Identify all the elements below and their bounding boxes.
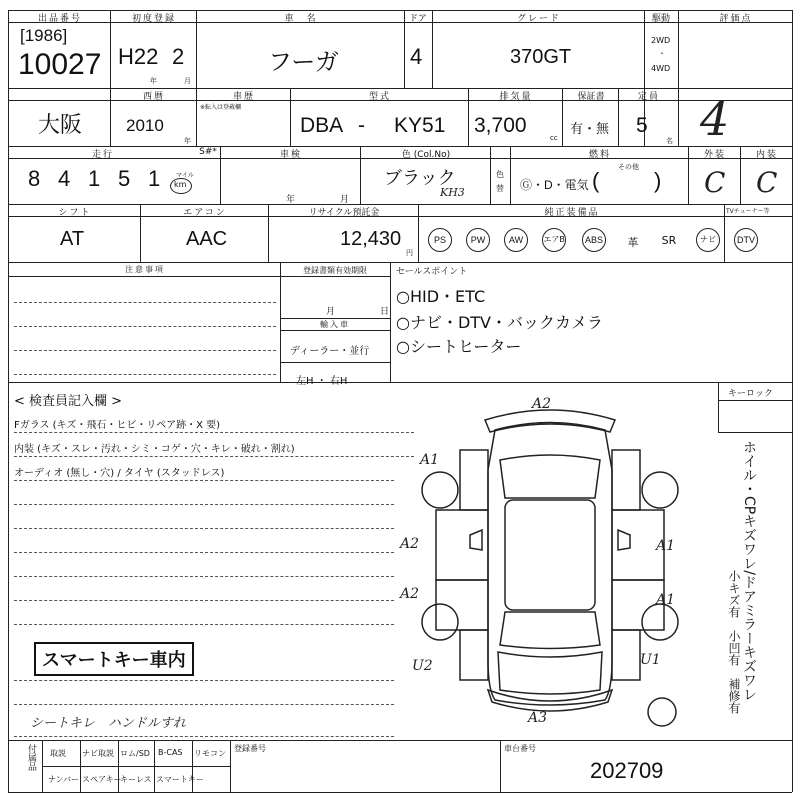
registration-label: 登録書類有効期限 [303, 266, 367, 275]
damage-mark: A1 [656, 592, 676, 608]
acc-item: スペアキー [82, 775, 122, 784]
caution-h [8, 276, 280, 277]
equip-pw: PW [466, 228, 490, 252]
shift: AT [60, 228, 85, 250]
fuel-other: その他 [618, 163, 639, 171]
acc-item: B-CAS [158, 748, 183, 757]
footer-v2 [230, 740, 231, 792]
year: 2010 [126, 116, 164, 135]
import-label: 輸入車 [320, 320, 350, 329]
caution-line [14, 302, 276, 303]
r4v4 [724, 204, 725, 262]
cc-unit: cc [550, 134, 558, 142]
ac-label: エアコン [183, 208, 227, 218]
wheel-front-left [422, 472, 458, 508]
registration-no-label: 登録番号 [234, 744, 266, 753]
insp-line [14, 576, 394, 577]
mileage-digit: 1 [148, 166, 161, 191]
audio-line: オーディオ (無し・穴) / タイヤ (スタッドレス) [14, 468, 225, 479]
warranty-label: 保証書 [577, 92, 605, 102]
handwritten-note: シートキレ ハンドルすれ [30, 716, 186, 731]
acc-item: ナビ取説 [82, 749, 114, 758]
v2 [196, 10, 197, 88]
r3v2 [360, 146, 361, 204]
fuel-options: Ⓖ・D・電気 [520, 178, 589, 192]
damage-mark: U1 [640, 652, 661, 668]
ac: AAC [186, 228, 228, 250]
equip-aw: AW [504, 228, 528, 252]
insp-line [14, 600, 394, 601]
exterior-grade: C [704, 166, 726, 199]
border-right [792, 10, 793, 792]
odo-label: S#* [199, 147, 217, 157]
damage-mark: U2 [412, 658, 433, 674]
model-prefix: DBA [300, 114, 344, 137]
warranty: 有・無 [570, 121, 610, 136]
equip-leather: 革 [627, 236, 639, 249]
equip-sr: SR [661, 234, 677, 247]
fuel-paren-close: ) [654, 168, 662, 193]
r3v4 [510, 146, 511, 204]
insp-line [14, 704, 394, 705]
grade-label: グレード [516, 14, 561, 24]
caution-label: 注意事項 [125, 265, 165, 274]
v6 [678, 10, 679, 146]
reg-month-unit: 月 [326, 307, 336, 317]
v1 [110, 10, 111, 146]
drive-dot: ・ [658, 49, 666, 58]
inspection-title: < 検査員記入欄 > [14, 394, 123, 409]
right-front-fender [612, 450, 640, 510]
grade: 370GT [510, 46, 572, 68]
r2v4 [562, 88, 563, 146]
color: ブラック [384, 168, 456, 188]
eval-score: 4 [700, 92, 730, 146]
doors: 4 [410, 44, 423, 69]
km-label: km [174, 180, 187, 189]
r4v1 [140, 204, 141, 262]
damage-mark: A1 [420, 452, 440, 468]
reg-day-unit: 日 [380, 307, 390, 317]
notes-h1 [280, 276, 390, 277]
r3v3 [490, 146, 491, 204]
keylock-h1 [718, 400, 792, 401]
insp-line [14, 528, 394, 529]
mileage-digit: 1 [88, 166, 101, 191]
sales-label: セールスポイント [396, 267, 468, 277]
lot-number: 10027 [18, 48, 102, 81]
inspection-month-unit: 月 [340, 195, 350, 205]
mileage-digit: 5 [118, 166, 131, 191]
caution-line [14, 374, 276, 375]
left-mirror [470, 530, 482, 550]
chassis-label: 車台番号 [504, 744, 536, 753]
chassis-no: 202709 [590, 758, 664, 783]
tuner-label: TVチューナー等 [726, 208, 770, 215]
rear-window [500, 612, 600, 649]
caution-line [14, 326, 276, 327]
inspection-label: 車検 [279, 150, 302, 160]
sales-point: ○HID・ETC [396, 287, 486, 306]
sales-point: ○シートヒーター [396, 337, 522, 356]
equip-dtv: DTV [734, 228, 758, 252]
mileage-label: 走行 [91, 150, 114, 160]
insp-line [14, 624, 394, 625]
acc-item: キーレス [120, 775, 152, 784]
insp-line [14, 432, 414, 433]
model-label: 型式 [368, 92, 391, 102]
side-note-2-text: 小キズ有 小凹有 補修有 [727, 570, 741, 714]
history-note: ※転入は登載欄 [200, 104, 242, 111]
mile-label: マイル [176, 172, 194, 179]
trunk [498, 652, 602, 694]
acc-item: スマートキー [156, 775, 204, 784]
insp-line [14, 456, 414, 457]
windshield [500, 455, 600, 498]
fuel-label: 燃料 [588, 150, 611, 160]
side-note [740, 440, 758, 701]
notes-v2 [390, 262, 391, 382]
year-unit: 年 [184, 137, 191, 145]
first-reg-era: H22 [118, 44, 159, 69]
car-name-label: 車 名 [284, 14, 318, 24]
keylock-h2 [718, 432, 792, 433]
door-label: ドア [409, 14, 427, 24]
recycle: 12,430 [340, 228, 402, 250]
displacement: 3,700 [474, 114, 527, 137]
r3v5 [688, 146, 689, 204]
mileage-digit: 4 [58, 166, 71, 191]
first-reg-label: 初度登録 [131, 14, 176, 24]
exterior-label: 外装 [703, 150, 726, 160]
v4 [432, 10, 433, 88]
recycle-label: リサイクル預託金 [308, 208, 380, 218]
insp-line [14, 736, 394, 737]
r2v2 [290, 88, 291, 146]
footer-h [42, 766, 230, 767]
capacity: 5 [636, 114, 648, 137]
displacement-label: 排気量 [499, 92, 533, 102]
accessories-label [12, 744, 38, 790]
acc-item: リモコン [194, 749, 226, 758]
wheel-front-right [642, 472, 678, 508]
interior-grade: C [756, 166, 778, 199]
roof [505, 500, 595, 610]
inspection-year-unit: 年 [286, 195, 296, 205]
lot-label: 出品番号 [37, 14, 82, 24]
rear-bumper [488, 690, 612, 711]
border-bottom [8, 792, 792, 793]
keylock-v [718, 382, 719, 432]
footer-top [8, 740, 792, 741]
fv-c [154, 740, 155, 792]
color-code: KH3 [440, 186, 465, 199]
interior-line: 内装 (キズ・スレ・汚れ・シミ・コゲ・穴・キレ・破れ・割れ) [14, 444, 295, 455]
equipment-label: 純正装備品 [544, 208, 600, 218]
smart-key-stamp [34, 642, 194, 676]
acc-item: ナンバー [48, 775, 80, 784]
left-rear-fender [460, 630, 488, 680]
repaint-label: 色替 [496, 170, 504, 193]
drive-4wd: 4WD [651, 64, 671, 73]
glass-line: Fガラス (キズ・飛石・ヒビ・リペア跡・X 要) [14, 420, 221, 431]
acc-item: 取説 [50, 749, 66, 758]
insp-line [14, 480, 394, 481]
border-left [8, 10, 9, 792]
equip-navi: ナビ [696, 228, 720, 252]
r4v2 [268, 204, 269, 262]
insp-line [14, 504, 394, 505]
front-bumper [485, 410, 615, 432]
interior-label: 内装 [755, 150, 778, 160]
capacity-unit: 名 [666, 137, 673, 145]
equip-abs: ABS [582, 228, 606, 252]
drive-label: 駆動 [651, 14, 670, 24]
damage-mark: A1 [656, 538, 676, 554]
color-label: 色 (Col.No) [401, 150, 451, 160]
damage-mark: A2 [400, 586, 420, 602]
damage-mark: A2 [532, 396, 552, 412]
left-front-fender [460, 450, 488, 510]
equip-ps: PS [428, 228, 452, 252]
first-reg-month-unit: 月 [184, 77, 191, 85]
car-diagram [400, 390, 700, 735]
region: 大阪 [38, 112, 83, 137]
damage-mark: A3 [528, 710, 548, 726]
smart-key-stamp-text: スマートキー車内 [42, 650, 186, 671]
insp-line [14, 680, 394, 681]
sales-point: ○ナビ・DTV・バックカメラ [396, 313, 604, 332]
first-reg-month: 2 [172, 44, 185, 69]
caution-line [14, 350, 276, 351]
acc-item: ロム/SD [120, 749, 150, 758]
dealer-option: ディーラー・並行 [290, 346, 370, 357]
damage-mark: A2 [400, 536, 420, 552]
r2v5 [618, 88, 619, 146]
car-body [488, 423, 612, 706]
fuel-paren-open: ( [592, 168, 600, 193]
model-dash: - [358, 114, 365, 137]
right-mirror [618, 530, 630, 550]
r3v1 [220, 146, 221, 204]
side-note-2 [726, 570, 742, 730]
handle-option: 左H ・ 右H [296, 376, 348, 387]
insp-line [14, 552, 394, 553]
spare-tire [648, 698, 676, 726]
shift-label: シフト [58, 208, 92, 218]
notes-h3 [280, 330, 390, 331]
wheel-rear-left [422, 604, 458, 640]
r3v6 [740, 146, 741, 204]
side-note-text: ホイル・CPキズワレ/ドアミラーキズワレ [741, 440, 757, 701]
drive-2wd: 2WD [651, 36, 671, 45]
capacity-label: 定員 [637, 92, 660, 102]
r2v3 [468, 88, 469, 146]
accessories-label-text: 付属品 [26, 744, 36, 771]
mileage-digits [28, 166, 170, 192]
notes-h4 [280, 362, 390, 363]
footer-v3 [500, 740, 501, 792]
keylock-label: キーロック [728, 389, 773, 399]
notes-bottom [8, 382, 792, 383]
fv-a [80, 740, 81, 792]
r4v3 [418, 204, 419, 262]
car-name: フーガ [268, 49, 339, 76]
lot-prefix: [1986] [20, 26, 68, 45]
year-label: 西暦 [142, 92, 165, 102]
row4-bottom [8, 262, 792, 263]
wheel-rear-right [642, 604, 678, 640]
r2v1 [196, 88, 197, 146]
history-label: 車歴 [232, 92, 255, 102]
first-reg-year-unit: 年 [150, 77, 157, 85]
model-code: KY51 [394, 114, 446, 137]
recycle-unit: 円 [406, 249, 413, 257]
left-front-door [436, 510, 488, 580]
mileage-digit: 8 [28, 166, 41, 191]
equip-airbag: エアB [542, 228, 566, 252]
right-rear-fender [612, 630, 640, 680]
eval-label: 評価点 [719, 14, 753, 24]
